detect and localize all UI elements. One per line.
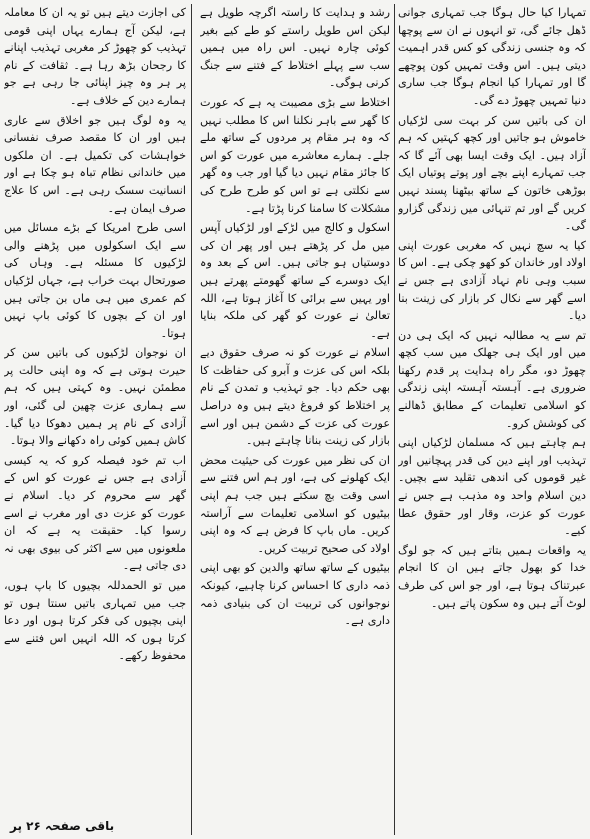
paragraph: اسی طرح امریکا کے بڑے مسائل میں سے ایک اسکولوں میں پڑھنے والی لڑکیوں کا مسئلہ ہے۔ وہاں کی صورتحال بہت خراب ہے، جہاں لڑکیاں کم عمری میں ہی ماں بن جاتی ہیں اور ان کے بچوں کا کوئی باپ نہیں ہوتا۔ (4, 221, 186, 340)
paragraph: تمہارا کیا حال ہوگا جب تمہاری جوانی ڈھل جائے گی، تو انہوں نے ان سے پوچھا کہ وہ جنسی زندگی کو کس قدر اہمیت دیتی ہیں۔ اس وقت تمہیں کون پوچھے گا اور تمہارا کیا انجام ہوگا جب ساری دنیا تمہیں چھوڑ دے گی۔ (398, 6, 586, 107)
paragraph: تم سے یہ مطالبہ نہیں کہ ایک ہی دن میں اور ایک ہی جھلک میں سب کچھ چھوڑ دو، مگر راہ ہدایت پر قدم رکھنا ضروری ہے۔ آہستہ آہستہ اپنی زندگی کو اسلامی تعلیمات کے مطابق ڈھالنے کی کوشش کرو۔ (398, 328, 586, 430)
column-divider (394, 4, 395, 835)
paragraph: بیٹیوں کے ساتھ ساتھ والدین کو بھی اپنی ذمہ داری کا احساس کرنا چاہیے، کیونکہ نوجوانوں کی تربیت ان کی بنیادی ذمہ داری ہے۔ (200, 561, 390, 628)
paragraph: رشد و ہدایت کا راستہ اگرچہ طویل ہے لیکن اس طویل راستے کو طے کیے بغیر کوئی چارہ نہیں۔ اس راہ میں ہمیں سب سے پہلے اختلاط کے فتنے سے جنگ کرنی ہوگی۔ (200, 6, 390, 90)
paragraph: اب تم خود فیصلہ کرو کہ یہ کیسی آزادی ہے جس نے عورت کو اس کے گھر سے محروم کر دیا۔ اسلام نے عورت کو عزت دی اور مغرب نے اسے رسوا کیا۔ حقیقت یہ ہے کہ ان ملعونوں میں سے اکثر کی بیوی بھی نہ دی جاتی ہے۔ (4, 453, 186, 573)
paragraph: ان نوجوان لڑکیوں کی باتیں سن کر حیرت ہوتی ہے کہ وہ اپنی حالت پر مطمئن نہیں۔ وہ کہتی ہیں کہ ہم سے ہماری عزت چھین لی گئی، اور آزادی کے نام پر ہمیں دھوکا دیا گیا۔ کاش ہمیں کوئی راہ دکھانے والا ہوتا۔ (4, 346, 186, 448)
paragraph: اختلاط سے بڑی مصیبت یہ ہے کہ عورت کا گھر سے باہر نکلنا اس کا مطلب نہیں کہ وہ ہر مقام پر مردوں کے ساتھ ملے جلے۔ ہمارے معاشرے میں عورت کو اس کا جائز مقام نہیں دیا گیا اور جب وہ گھر سے نکلتی ہے تو اس کو طرح طرح کی مشکلات کا سامنا کرنا پڑتا ہے۔ (200, 95, 390, 215)
article-column-right (398, 4, 586, 835)
paragraph: یہ وہ لوگ ہیں جو اخلاق سے عاری ہیں اور ان کا مقصد صرف نفسانی خواہشات کی تکمیل ہے۔ ان ملکوں میں خاندانی نظام تباہ ہو چکا ہے اور انسانیت سسک رہی ہے۔ اس کا علاج صرف ایمان ہے۔ (4, 113, 186, 215)
paragraph: اسلام نے عورت کو نہ صرف حقوق دیے بلکہ اس کی عزت و آبرو کی حفاظت کا بھی حکم دیا۔ جو تہذیب و تمدن کے نام پر اختلاط کو فروغ دیتے ہیں وہ دراصل عورت کی عزت کے دشمن ہیں اور اسے بازار کی زینت بنانا چاہتے ہیں۔ (200, 346, 390, 448)
paragraph: کی اجازت دیتے ہیں تو یہ ان کا معاملہ ہے، لیکن آج ہمارے یہاں اپنی قومی تہذیب کو چھوڑ کر مغربی تہذیب اپنانے کا رجحان بڑھ رہا ہے۔ ثقافت کے نام پر ہر وہ چیز اپنائی جا رہی ہے جو ہمارے دین کے خلاف ہے۔ (4, 6, 186, 107)
paragraph: اسکول و کالج میں لڑکے اور لڑکیاں آپس میں مل کر پڑھتے ہیں اور پھر ان کی دوستیاں ہو جاتی ہیں۔ اس کے بعد وہ ایک دوسرے کے ساتھ گھومتے پھرتے ہیں اور یہیں سے برائی کا آغاز ہوتا ہے، اللہ تعالیٰ نے عورت کو گھر کی ملکہ بنایا ہے۔ (200, 221, 390, 340)
paragraph: ان کی نظر میں عورت کی حیثیت محض ایک کھلونے کی ہے، اور ہم اس فتنے سے اسی وقت بچ سکتے ہیں جب ہم اپنی بیٹیوں کو اسلامی تعلیمات سے آراستہ کریں۔ ماں باپ کا فرض ہے کہ وہ اپنی اولاد کی صحیح تربیت کریں۔ (200, 453, 390, 555)
paragraph: کیا یہ سچ نہیں کہ مغربی عورت اپنی اولاد اور خاندان کو کھو چکی ہے۔ اس کا سبب وہی نام نہاد آزادی ہے جس نے اسے گھر سے نکال کر بازار کی زینت بنا دیا۔ (398, 238, 586, 323)
article-column-left (4, 4, 186, 835)
paragraph: ان کی باتیں سن کر بہت سی لڑکیاں خاموش ہو جاتیں اور کچھ کہتیں کہ ہم آزاد ہیں۔ ایک وقت ایسا بھی آئے گا کہ جب تمہارے اپنے بچے اور پوتے پوتیاں ایک بوڑھی خاتون کے ساتھ بیٹھنا پسند نہیں کریں گے اور تم تنہائی میں زندگی گزارو گی۔ (398, 113, 586, 233)
column-divider (191, 4, 192, 835)
article-column-middle (200, 4, 390, 835)
continued-on-page-note: باقی صفحہ ۲۶ پر (10, 819, 115, 833)
paragraph: یہ واقعات ہمیں بتاتے ہیں کہ جو لوگ خدا کو بھول جاتے ہیں ان کا انجام عبرتناک ہوتا ہے، اور جو اس کی طرف لوٹ آتے ہیں وہ سکون پاتے ہیں۔ (398, 543, 586, 610)
paragraph: ہم چاہتے ہیں کہ مسلمان لڑکیاں اپنی تہذیب اور اپنے دین کی قدر پہچانیں اور غیر قوموں کی اندھی تقلید سے بچیں۔ دین اسلام واحد وہ مذہب ہے جس نے عورت کو عزت، وقار اور حقوق عطا کیے۔ (398, 436, 586, 538)
paragraph: میں تو الحمدللہ بچیوں کا باپ ہوں، جب میں تمہاری باتیں سنتا ہوں تو اپنی بچیوں کی فکر کرتا ہوں اور دعا کرتا ہوں کہ اللہ انہیں اس فتنے سے محفوظ رکھے۔ (4, 579, 186, 663)
